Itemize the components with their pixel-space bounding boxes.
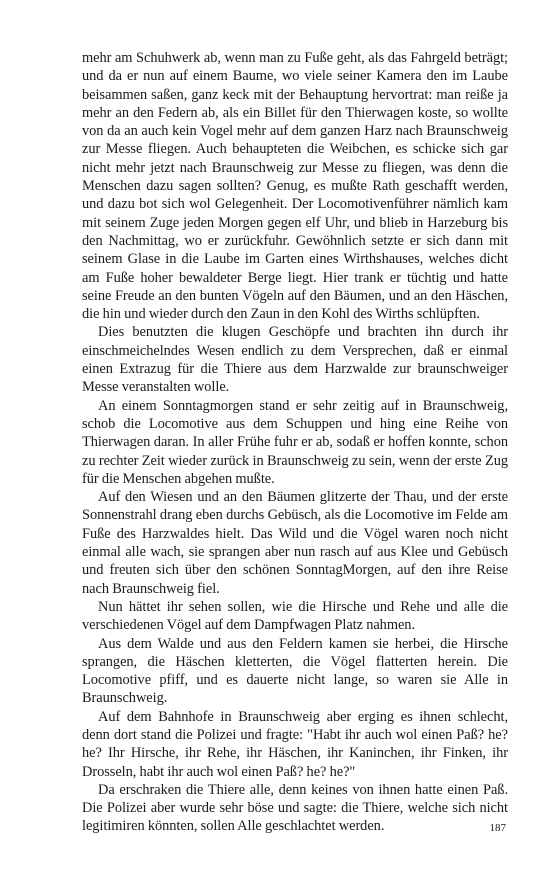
paragraph: An einem Sonntagmorgen stand er sehr zeitig auf in Braunschweig, schob die Locomotive aus dem Schuppen und hing eine Reihe von Thierwagen daran. In aller Frühe fuhr er ab, sodaß er hoffen konnte, schon zu rechter Zeit wieder zurück in Braunschweig zu sein, wenn der erste Zug für die Menschen abgehen mußte. [82,397,508,487]
page-text [82,49,508,836]
page-number: 187 [489,822,506,834]
paragraph: Da erschraken die Thiere alle, denn keines von ihnen hatte einen Paß. Die Polizei aber wurde sehr böse und sagte: die Thiere, welche sich nicht legitimiren könnten, sollen Alle geschlachtet werden. [82,781,508,835]
paragraph-continuation: mehr am Schuhwerk ab, wenn man zu Fuße geht, als das Fahrgeld beträgt; und da er nun auf einem Baume, wo viele seiner Kamera den im Laube beisammen saßen, ganz keck mit der Behauptung hervortrat: man reiße ja mehr an den Federn ab, als ein Billet für den Thierwagen koste, so wollte von da an auch kein Vogel mehr auf dem ganzen Harz nach Braunschweig zur Messe fliegen. Auch behaupteten die Weibchen, es schicke sich gar nicht mehr jetzt nach Braunschweig zur Messe zu fliegen, was denn die Menschen dazu sagen sollten? Genug, es mußte Rath geschafft werden, und dazu bot sich wol Gelegenheit. Der Locomotivenführer nämlich kam mit seinem Zuge jeden Morgen gegen elf Uhr, und blieb in Harzeburg bis den Nachmittag, wo er zurückfuhr. Gewöhnlich setzte er sich dann mit seinem Glase in die Laube im Garten eines Wirthshauses, welches dicht am Fuße hoher bewaldeter Berge liegt. Hier trank er tüchtig und hatte seine Freude an den bunten Vögeln auf den Bäumen, und an den Häschen, die hin und wieder durch den Zaun in den Kohl des Wirths schlüpften. [82,50,508,323]
paragraph: Aus dem Walde und aus den Feldern kamen sie herbei, die Hirsche sprangen, die Häschen kletterten, die Vögel flatterten herein. Die Locomotive pfiff, und es dauerte nicht lange, so waren sie Alle in Braunschweig. [82,635,508,707]
paragraph: Auf dem Bahnhofe in Braunschweig aber erging es ihnen schlecht, denn dort stand die Polizei und fragte: "Habt ihr auch wol einen Paß? he? he? Ihr Hirsche, ihr Rehe, ihr Häschen, ihr Kaninchen, ihr Finken, ihr Drosseln, habt ihr auch wol einen Paß? he? he?" [82,708,508,780]
paragraph: Dies benutzten die klugen Geschöpfe und brachten ihn durch ihr einschmeichelndes Wesen endlich zu dem Versprechen, daß er einmal einen Extrazug für die Thiere aus dem Harzwalde zur braunschweiger Messe veranstalten wolle. [82,324,508,396]
paragraph: Nun hättet ihr sehen sollen, wie die Hirsche und Rehe und alle die verschiedenen Vögel auf dem Dampfwagen Platz nahmen. [82,598,508,634]
paragraph: Auf den Wiesen und an den Bäumen glitzerte der Thau, und der erste Sonnenstrahl drang eben durchs Gebüsch, als die Locomotive im Felde am Fuße des Harzwaldes hielt. Das Wild und die Vögel waren noch nicht einmal alle wach, sie sprangen aber nun rasch auf aus Klee und Gebüsch und freuten sich über den schönen SonntagMorgen, auf den ihre Reise nach Braunschweig fiel. [82,489,508,597]
